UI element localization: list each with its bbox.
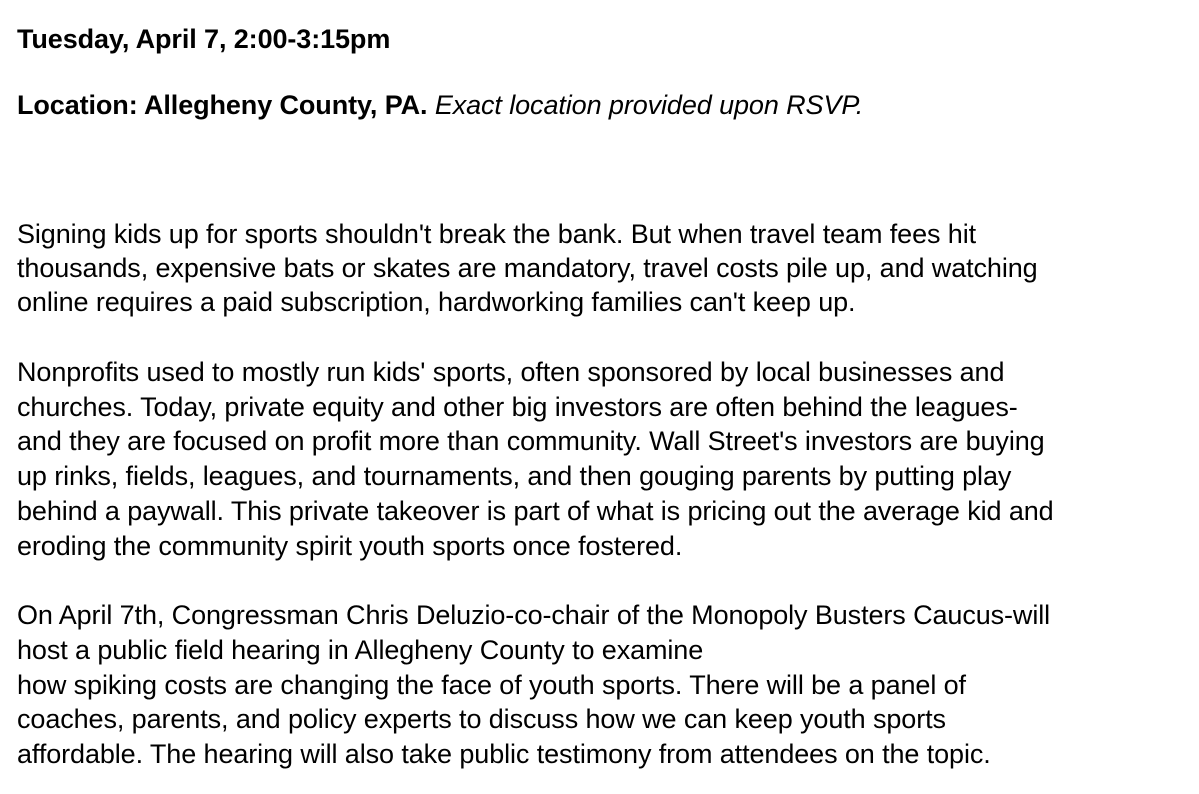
paragraph-3-line-3: how spiking costs are changing the face of youth sports. There will be a panel of [17,670,966,700]
paragraph-3-line-2: host a public field hearing in Allegheny County to examine [17,635,704,665]
paragraph-1-line-1: Signing kids up for sports shouldn't break the bank. But when travel team fees hit [17,219,977,249]
location-note: Exact location provided upon RSVP. [434,90,864,120]
paragraph-1-line-2: thousands, expensive bats or skates are mandatory, travel costs pile up, and watching [17,253,1038,283]
paragraph-2-line-6: eroding the community spirit youth sports once fostered. [17,531,683,561]
paragraph-1-line-3: online requires a paid subscription, hardworking families can't keep up. [17,287,856,317]
paragraph-2-line-3: and they are focused on profit more than community. Wall Street's investors are buying [17,426,1045,456]
paragraph-2-line-2: churches. Today, private equity and other big investors are often behind the leagues- [17,392,1018,422]
event-location [17,88,863,122]
paragraph-3-line-1: On April 7th, Congressman Chris Deluzio-co-chair of the Monopoly Busters Caucus-will [17,600,1051,630]
location-label: Location: Allegheny County, PA. [17,90,428,120]
paragraph-2-line-5: behind a paywall. This private takeover is part of what is pricing out the average kid and [17,496,1054,526]
paragraph-2-line-1: Nonprofits used to mostly run kids' sports, often sponsored by local businesses and [17,357,1005,387]
paragraph-2-line-4: up rinks, fields, leagues, and tournaments, and then gouging parents by putting play [17,461,1012,491]
event-datetime: Tuesday, April 7, 2:00-3:15pm [17,24,391,54]
paragraph-3-line-5: affordable. The hearing will also take public testimony from attendees on the topic. [17,739,991,769]
paragraph-3-line-4: coaches, parents, and policy experts to discuss how we can keep youth sports [17,704,946,734]
